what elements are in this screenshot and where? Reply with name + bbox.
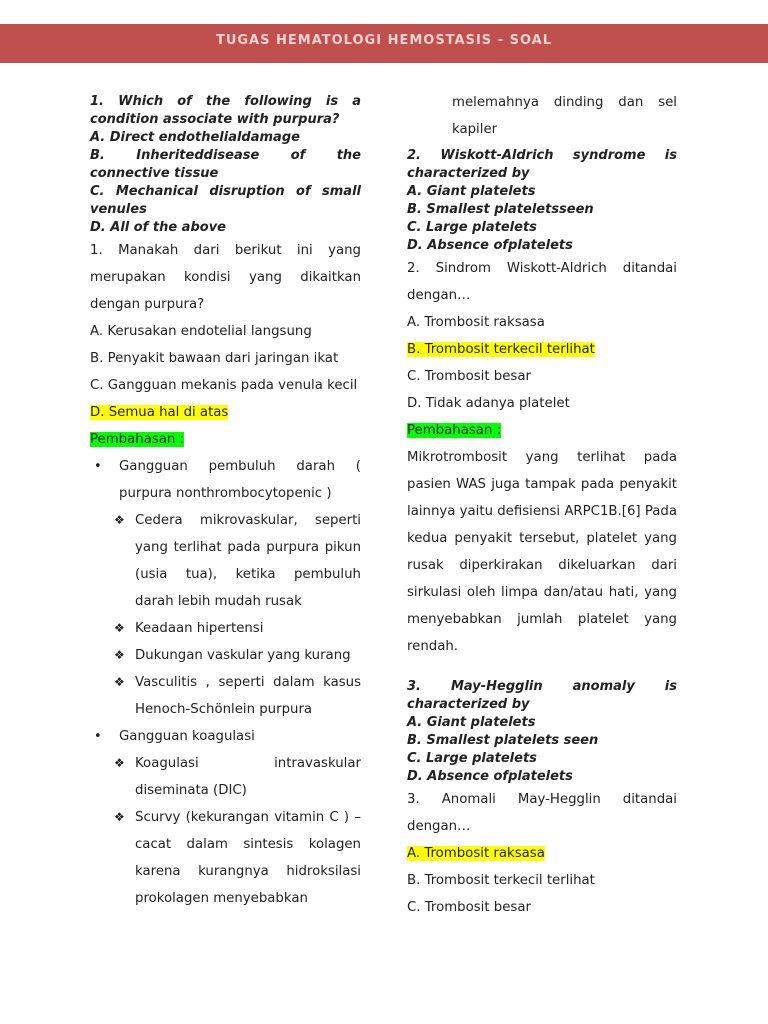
- left-column: [90, 93, 361, 912]
- q1-discussion-label: Pembahasan :: [90, 432, 185, 447]
- q3-en-option-b: B. Smallest platelets seen: [407, 733, 599, 748]
- q3-en-option-d: D. Absence ofplatelets: [407, 769, 573, 784]
- q2-id-option-c: C. Trombosit besar: [407, 369, 531, 384]
- continued-text: melemahnya dinding dan sel kapiler: [452, 95, 677, 137]
- header-banner: [0, 24, 768, 63]
- q1-id-option-c: C. Gangguan mekanis pada venula kecil: [90, 378, 358, 393]
- bullet-dot-icon: •: [94, 459, 102, 474]
- q2-en-option-d: D. Absence ofplatelets: [407, 238, 573, 253]
- subitem: [90, 669, 361, 723]
- q1-en-option-b: B. Inheriteddisease of the connective tissue: [90, 148, 361, 181]
- subitem: [90, 750, 361, 804]
- q2-en-option-a: A. Giant platelets: [407, 184, 536, 199]
- subitem-text: Vasculitis , seperti dalam kasus Henoch-Schönlein purpura: [135, 675, 361, 717]
- q3-en-option-a: A. Giant platelets: [407, 715, 536, 730]
- subitem: [90, 615, 361, 642]
- bullet-vascular-text: Gangguan pembuluh darah ( purpura nonthrombocytopenic ): [119, 459, 361, 501]
- diamond-bullet-icon: ❖: [114, 648, 125, 662]
- diamond-bullet-icon: ❖: [114, 810, 125, 824]
- q2-english: [407, 147, 677, 255]
- subitem-text: Cedera mikrovaskular, seperti yang terlihat pada purpura pikun (usia tua), ketika pembuluh darah lebih mudah rusak: [135, 513, 361, 609]
- diamond-bullet-icon: ❖: [114, 621, 125, 635]
- q3-id-option-c: C. Trombosit besar: [407, 900, 531, 915]
- q1-en-option-a: A. Direct endothelialdamage: [90, 130, 300, 145]
- subitem: [90, 804, 361, 912]
- q3-id-option-b: B. Trombosit terkecil terlihat: [407, 873, 595, 888]
- q2-id-option-d: D. Tidak adanya platelet: [407, 396, 570, 411]
- right-column: [407, 89, 677, 921]
- bullet-vascular: [90, 453, 361, 507]
- q1-english: [90, 93, 361, 237]
- q1-id-option-d-answer: D. Semua hal di atas: [90, 405, 229, 420]
- diamond-bullet-icon: ❖: [114, 513, 125, 527]
- spacer: [407, 660, 677, 678]
- subitem: [90, 642, 361, 669]
- subitem-text: Dukungan vaskular yang kurang: [135, 648, 351, 663]
- q1-id-question: 1. Manakah dari berikut ini yang merupakan kondisi yang dikaitkan dengan purpura?: [90, 243, 361, 312]
- diamond-bullet-icon: ❖: [114, 756, 125, 770]
- diamond-bullet-icon: ❖: [114, 675, 125, 689]
- q2-discussion-text: Mikrotrombosit yang terlihat pada pasien WAS juga tampak pada penyakit lainnya yaitu defisiensi ARPC1B.[6] Pada kedua penyakit tersebut, platelet yang rusak diperkirakan dikeluarkan dari sirkulasi oleh limpa dan/atau hati, yang menyebabkan jumlah platelet yang rendah.: [407, 450, 677, 654]
- q2-en-option-c: C. Large platelets: [407, 220, 537, 235]
- q2-id-question: 2. Sindrom Wiskott-Aldrich ditandai dengan…: [407, 261, 677, 303]
- q2-en-option-b: B. Smallest plateletsseen: [407, 202, 594, 217]
- q3-english: [407, 678, 677, 786]
- q2-discussion-label: Pembahasan :: [407, 423, 502, 438]
- q1-en-question: 1. Which of the following is a condition associate with purpura?: [90, 94, 361, 127]
- subitem-text: Koagulasi intravaskular diseminata (DIC): [135, 756, 361, 798]
- q3-id-option-a-answer: A. Trombosit raksasa: [407, 846, 545, 861]
- q2-en-question: 2. Wiskott-Aldrich syndrome is characterized by: [407, 148, 677, 181]
- q3-en-question: 3. May-Hegglin anomaly is characterized by: [407, 679, 677, 712]
- header-title: TUGAS HEMATOLOGI HEMOSTASIS - SOAL: [215, 33, 553, 48]
- q1-en-option-d: D. All of the above: [90, 220, 226, 235]
- q1-en-option-c: C. Mechanical disruption of small venules: [90, 184, 361, 217]
- bullet-coagulation-text: Gangguan koagulasi: [119, 729, 255, 744]
- subitem-text: Keadaan hipertensi: [135, 621, 264, 636]
- subitem-text: Scurvy (kekurangan vitamin C ) – cacat dalam sintesis kolagen karena kurangnya hidroksilasi prokolagen menyebabkan: [135, 810, 361, 906]
- q1-id-option-b: B. Penyakit bawaan dari jaringan ikat: [90, 351, 339, 366]
- bullet-coagulation: [90, 723, 361, 750]
- bullet-dot-icon: •: [94, 729, 102, 744]
- q3-en-option-c: C. Large platelets: [407, 751, 537, 766]
- subitem: [90, 507, 361, 615]
- q2-id-option-a: A. Trombosit raksasa: [407, 315, 545, 330]
- q1-id-option-a: A. Kerusakan endotelial langsung: [90, 324, 312, 339]
- q3-id-question: 3. Anomali May-Hegglin ditandai dengan…: [407, 792, 677, 834]
- q2-id-option-b-answer: B. Trombosit terkecil terlihat: [407, 342, 595, 357]
